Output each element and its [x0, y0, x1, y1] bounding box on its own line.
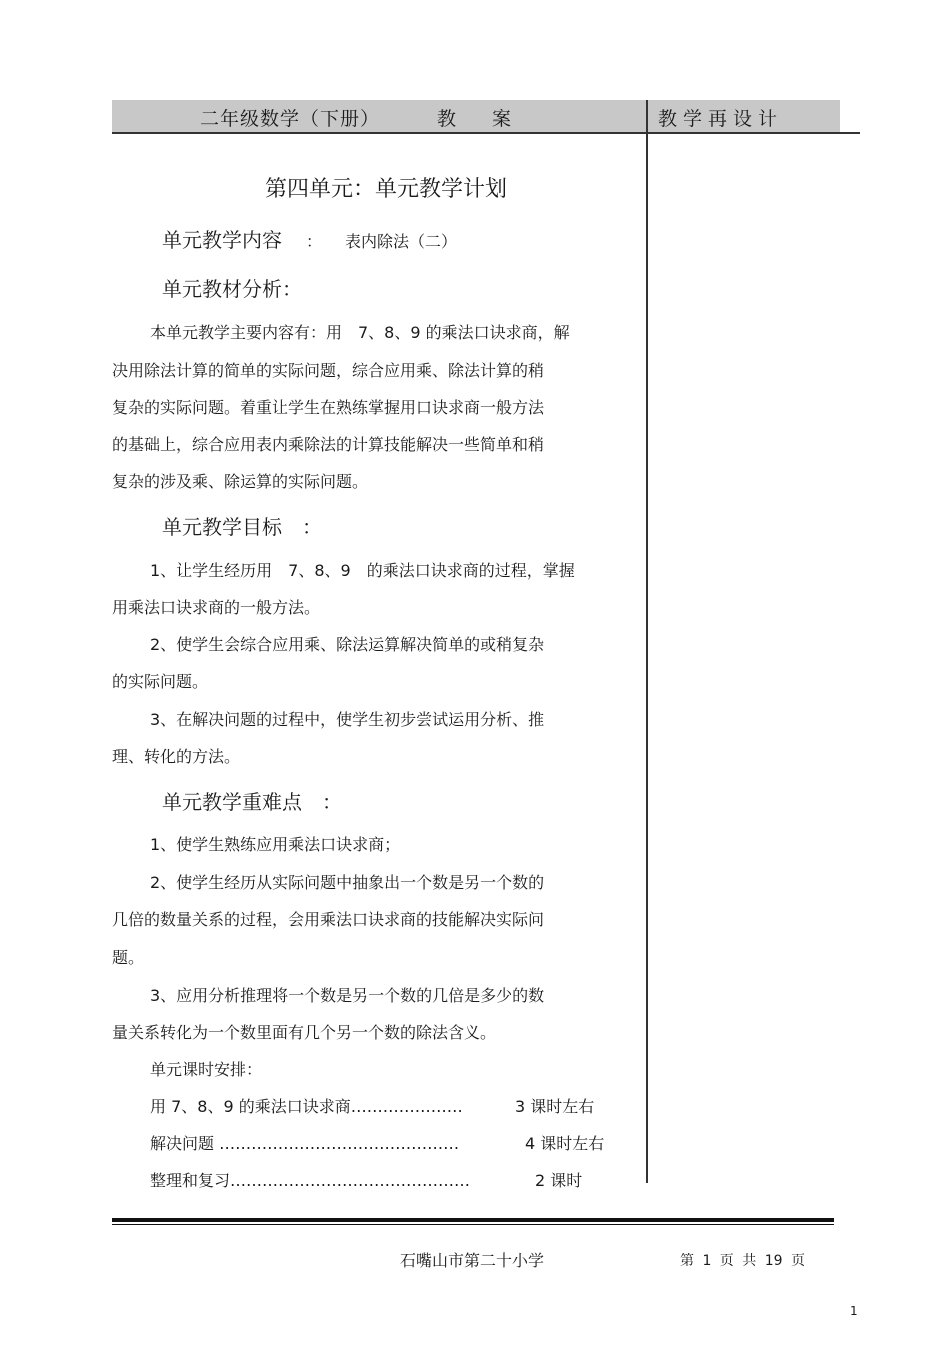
goal-line: 理、转化的方法。 [112, 747, 241, 766]
page-title: 第四单元：单元教学计划 [265, 177, 508, 202]
schedule-heading: 单元课时安排： [150, 1060, 263, 1079]
header-lesson-plan: 教 案 [437, 108, 512, 130]
footer-school: 石嘴山市第二十小学 [400, 1251, 545, 1270]
schedule-item-hours: 3 课时左右 [515, 1097, 595, 1116]
column-divider [646, 100, 648, 1183]
keypoint-line: 3、应用分析推理将一个数是另一个数的几倍是多少的数 [150, 986, 545, 1005]
footer-rule-thin [112, 1224, 834, 1225]
goal-line: 2、使学生会综合应用乘、除法运算解决简单的或稍复杂 [150, 635, 545, 654]
goal-line: 用乘法口诀求商的一般方法。 [112, 598, 321, 617]
keypoint-line: 几倍的数量关系的过程，会用乘法口诀求商的技能解决实际问 [112, 910, 545, 929]
footer-rule-thick [112, 1218, 834, 1222]
keypoints-heading: 单元教学重难点 ： [162, 790, 342, 814]
content-value: 表内除法（二） [345, 232, 458, 251]
keypoint-line: 2、使学生经历从实际问题中抽象出一个数是另一个数的 [150, 873, 545, 892]
footer-page-info: 第 1 页 共 19 页 [680, 1253, 805, 1269]
schedule-item-name: 整理和复习……………………………………… [150, 1171, 471, 1190]
keypoint-line: 1、使学生熟练应用乘法口诀求商； [150, 835, 401, 854]
analysis-line: 的基础上，综合应用表内乘除法的计算技能解决一些简单和稍 [112, 435, 545, 454]
content-colon: ： [306, 232, 323, 251]
header-rule [112, 132, 860, 134]
keypoint-line: 题。 [112, 948, 145, 967]
page-number: 1 [850, 1304, 858, 1318]
goal-line: 1、让学生经历用 7、8、9 的乘法口诀求商的过程，掌握 [150, 561, 575, 580]
analysis-line: 复杂的实际问题。着重让学生在熟练掌握用口诀求商一般方法 [112, 398, 545, 417]
header-redesign: 教学再设计 [658, 108, 784, 130]
schedule-item-hours: 2 课时 [535, 1171, 583, 1190]
analysis-line: 决用除法计算的简单的实际问题，综合应用乘、除法计算的稍 [112, 361, 545, 380]
schedule-item-name: 解决问题 ……………………………………… [150, 1134, 460, 1153]
analysis-line: 本单元教学主要内容有：用 7、8、9 的乘法口诀求商，解 [150, 323, 570, 342]
goals-heading: 单元教学目标 ： [162, 515, 322, 539]
header-course: 二年级数学（下册） [200, 108, 381, 130]
schedule-item-hours: 4 课时左右 [525, 1134, 605, 1153]
schedule-item-name: 用 7、8、9 的乘法口诀求商………………… [150, 1097, 463, 1116]
goal-line: 3、在解决问题的过程中，使学生初步尝试运用分析、推 [150, 710, 545, 729]
keypoint-line: 量关系转化为一个数里面有几个另一个数的除法含义。 [112, 1023, 497, 1042]
analysis-heading: 单元教材分析： [162, 277, 302, 301]
content-heading: 单元教学内容 [162, 228, 282, 252]
goal-line: 的实际问题。 [112, 672, 209, 691]
analysis-line: 复杂的涉及乘、除运算的实际问题。 [112, 472, 369, 491]
